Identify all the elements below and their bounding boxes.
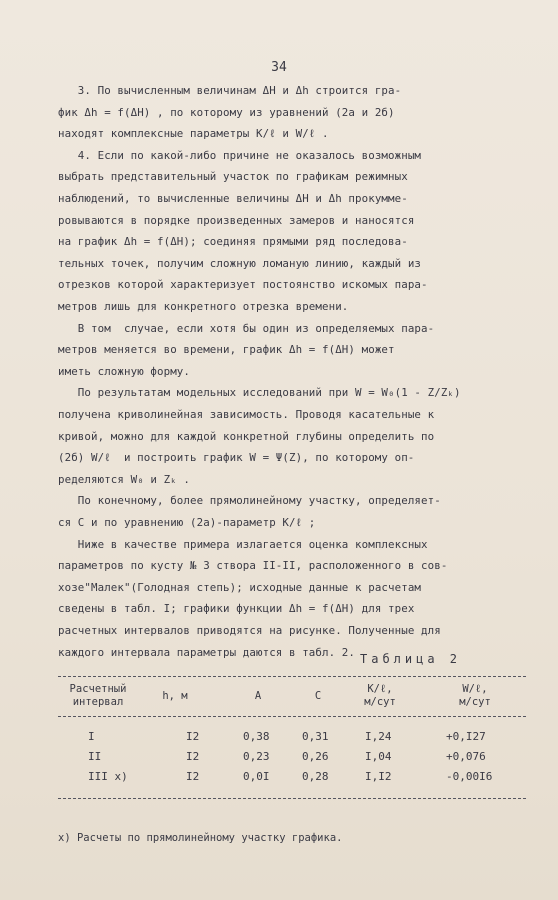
table-cell: -0,00I6 <box>446 770 493 783</box>
table-header-cell: A <box>254 690 262 702</box>
table-cell: 0,38 <box>243 730 270 743</box>
table-cell: I,24 <box>365 730 392 743</box>
footnote: x) Расчеты по прямолинейному участку графика. <box>58 832 343 844</box>
table-cell: 0,0I <box>243 770 270 783</box>
table-header-rule <box>58 716 526 717</box>
text-line: ределяются W₀ и Zₖ . <box>58 472 191 486</box>
text-line: сведены в табл. I; графики функции Δh = f(ΔH) для трех <box>58 602 415 616</box>
text-line: каждого интервала параметры даются в табл. 2. <box>58 645 356 659</box>
text-line: наблюдений, то вычисленные величины ΔH и Δh прокумме- <box>58 192 408 205</box>
table-cell: I,04 <box>365 750 392 763</box>
text-line: кривой, можно для каждой конкретной глубины определить по <box>58 429 435 443</box>
text-line: ся С и по уравнению (2а)-параметр K/ℓ ; <box>58 516 316 529</box>
text-line: По результатам модельных исследований при W = W₀(1 - Z/Zₖ) <box>58 386 461 400</box>
table-header-cell: W/ℓ, м/сут <box>459 683 491 708</box>
text-line: тельных точек, получим сложную ломаную линию, каждый из <box>58 256 422 270</box>
text-line: получена криволинейная зависимость. Проводя касательные к <box>58 408 435 421</box>
text-line: на график Δh = f(ΔH); соединяя прямыми ряд последова- <box>58 235 408 249</box>
text-line: ровываются в порядке произведенных замеров и наносятся <box>58 213 415 227</box>
text-line: метров лишь для конкретного отрезка времени. <box>58 300 349 313</box>
table-cell: III x) <box>88 770 128 783</box>
page-number: 34 <box>271 60 287 75</box>
text-line: параметров по кусту № 3 створа II-II, расположенного в сов- <box>58 559 448 573</box>
text-line: (2б) W/ℓ и построить график W = Ψ(Z), по которому оп- <box>58 451 415 465</box>
table-bottom-rule <box>58 798 526 799</box>
table-cell: I2 <box>186 730 200 743</box>
text-line: метров меняется во времени, график Δh = f(ΔH) может <box>58 343 395 357</box>
text-line: находят комплексные параметры K/ℓ и W/ℓ . <box>58 127 329 141</box>
text-line: По конечному, более прямолинейному участку, определяет- <box>58 494 441 508</box>
text-line: 4. Если по какой-либо причине не оказалось возможным <box>58 148 422 162</box>
text-line: иметь сложную форму. <box>58 364 191 378</box>
text-line: Ниже в качестве примера излагается оценка комплексных <box>58 537 428 551</box>
text-line: отрезков которой характеризует постоянство искомых пара- <box>58 278 428 292</box>
table-cell: I2 <box>186 750 200 763</box>
table-cell: II <box>88 750 102 763</box>
text-line: расчетных интервалов приводятся на рисунке. Полученные для <box>58 624 441 637</box>
table-header-cell: Расчетный интервал <box>69 683 127 708</box>
table-header-cell: C <box>314 690 322 702</box>
table-cell: 0,26 <box>302 750 329 763</box>
table-cell: 0,31 <box>302 730 329 743</box>
text-line: хозе"Малек"(Голодная степь); исходные данные к расчетам <box>58 580 422 594</box>
table-header-cell: h, м <box>162 690 188 702</box>
text-line: В том случае, если хотя бы один из определяемых пара- <box>58 321 435 335</box>
table-cell: I2 <box>186 770 200 783</box>
table-cell: I <box>88 730 95 743</box>
table-caption: Таблица 2 <box>360 652 462 666</box>
table-header-cell: K/ℓ, м/сут <box>364 683 396 708</box>
table-cell: I,I2 <box>365 770 392 783</box>
text-line: фик Δh = f(ΔH) , по которому из уравнений (2а и 2б) <box>58 105 395 119</box>
table-cell: +0,I27 <box>446 730 486 743</box>
table-top-rule <box>58 676 526 677</box>
text-line: 3. По вычисленным величинам ΔH и Δh строится гра- <box>58 84 402 97</box>
table-cell: +0,076 <box>446 750 486 763</box>
table-cell: 0,23 <box>243 750 270 763</box>
table-cell: 0,28 <box>302 770 329 783</box>
text-line: выбрать представительный участок по графикам режимных <box>58 170 408 184</box>
